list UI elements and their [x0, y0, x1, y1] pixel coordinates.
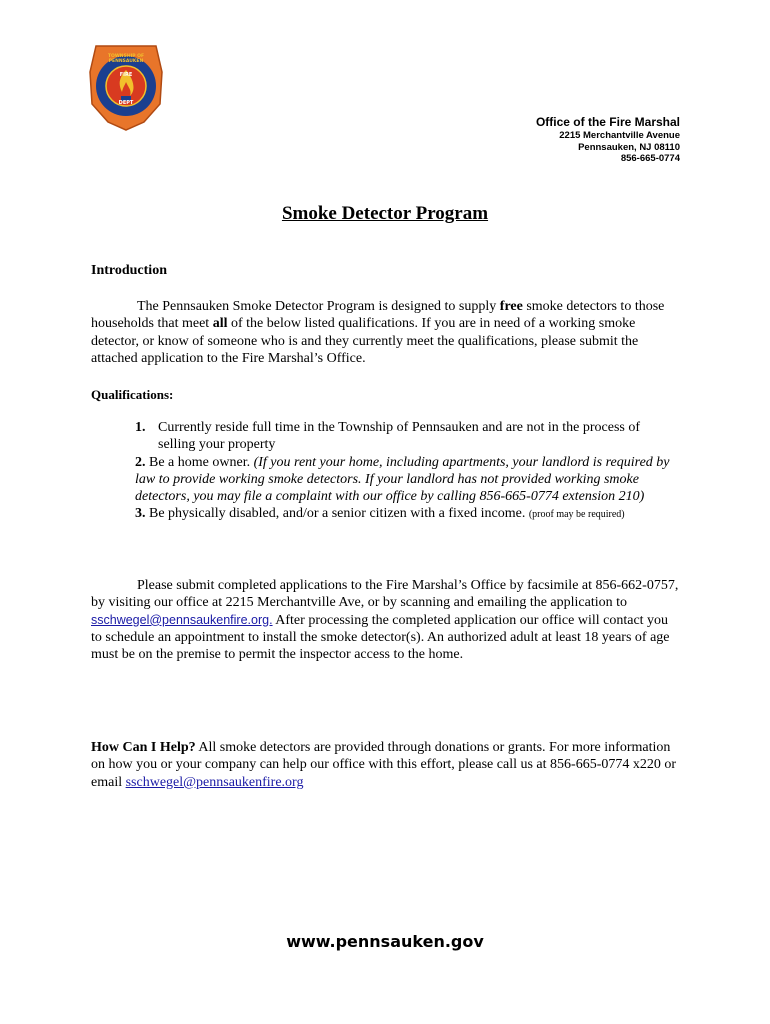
office-title: Office of the Fire Marshal: [535, 115, 680, 129]
intro-bold-free: free: [499, 299, 523, 314]
help-email-link[interactable]: sschwegel@pennsaukenfire.org: [125, 774, 304, 790]
qualification-number-3: 3.: [135, 506, 146, 522]
office-address-block: [536, 115, 680, 165]
logo-inner-text-top: FIRE: [119, 72, 133, 78]
qualification-text-2: Be a home owner.: [149, 454, 251, 470]
qualifications-heading: Qualifications:: [91, 387, 174, 402]
qualification-number-1: 1.: [135, 420, 146, 435]
office-street: 2215 Merchantville Avenue: [559, 130, 680, 141]
submission-paragraph: [91, 577, 681, 663]
fire-department-logo: [88, 42, 164, 132]
intro-text-1: The Pennsauken Smoke Detector Program is designed to supply: [137, 299, 500, 314]
intro-bold-all: all: [212, 316, 228, 332]
intro-text-3: of the below listed qualifications. If you are in need of a working smoke detector, or know of someone who is and they currently meet the qualifications, please submit the attached application to the Fire Marshal’s Office.: [91, 316, 639, 366]
qualification-item-2: [135, 454, 680, 506]
qualification-text-1: Currently reside full time in the Township of Pennsauken and are not in the process of selling your property: [158, 420, 641, 453]
qualification-text-3: Be physically disabled, and/or a senior citizen with a fixed income.: [149, 506, 526, 522]
logo-ring-text: TOWNSHIP OF PENNSAUKEN: [107, 54, 145, 64]
office-city: Pennsauken, NJ 08110: [578, 141, 680, 153]
qualification-number-2: 2.: [135, 454, 146, 470]
introduction-heading: Introduction: [91, 263, 167, 278]
footer-website[interactable]: www.pennsauken.gov: [286, 932, 484, 951]
intro-text-2: smoke detectors to those households that meet: [91, 299, 665, 332]
submit-text-2: After processing the completed application our office will contact you to schedule an appointment to install the smoke detector(s). An authorized adult at least 18 years of age must be on the premise to permit the inspector access to the home.: [91, 612, 670, 663]
qualification-note-3: (proof may be required): [528, 509, 625, 521]
qualifications-list: [135, 419, 680, 524]
qualification-italic-2: (If you rent your home, including apartments, your landlord is required by law to provide working smoke detectors. If your landlord has not provided working smoke detectors, you may file a complaint with our office by calling 856-665-0774 extension 210): [135, 454, 670, 505]
qualification-body-2: [135, 454, 680, 506]
qualification-item-1: [135, 419, 680, 454]
introduction-paragraph: [91, 298, 681, 367]
logo-inner-text-bottom: DEPT: [118, 100, 134, 106]
qualification-body-3: [135, 505, 680, 523]
qualification-item-3: [135, 505, 680, 523]
submit-email-link[interactable]: sschwegel@pennsaukenfire.org.: [91, 612, 273, 627]
office-phone: 856-665-0774: [620, 153, 680, 164]
help-text: All smoke detectors are provided through donations or grants. For more information on how you or your company can help our office with this effort, please call us at 856-665-0774 x220 or email: [91, 740, 677, 790]
document-title: Smoke Detector Program: [281, 203, 489, 224]
help-paragraph: [91, 739, 681, 791]
submit-text-1: Please submit completed applications to the Fire Marshal’s Office by facsimile at 856-662-0757, by visiting our office at 2215 Merchantville Ave, or by scanning and emailing the application to: [91, 578, 679, 611]
help-heading: How Can I Help?: [91, 740, 196, 755]
